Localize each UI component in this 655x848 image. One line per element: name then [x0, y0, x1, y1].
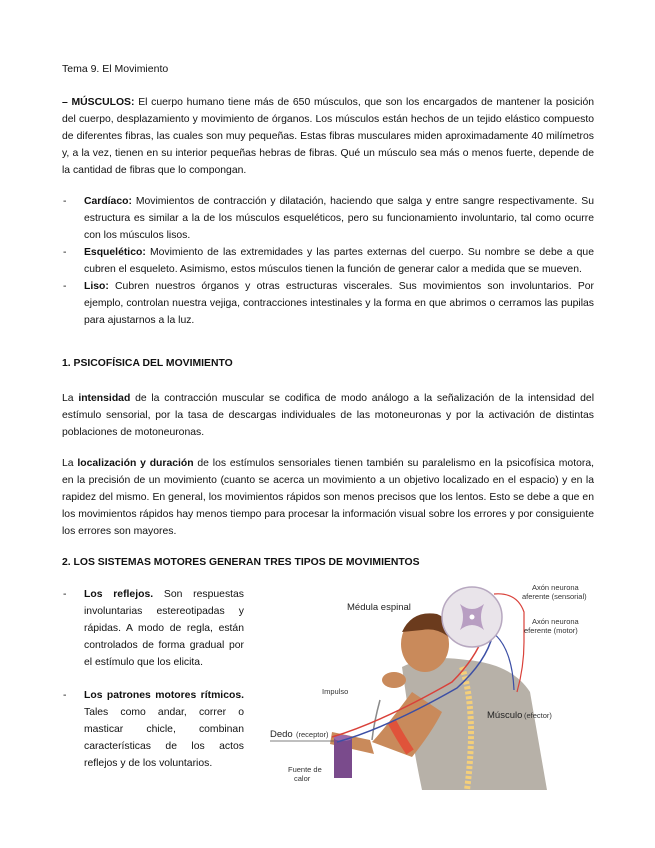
type-term: Cardíaco: [84, 196, 132, 207]
central-canal [470, 615, 475, 620]
type-term: Liso: [84, 281, 109, 292]
label-fuente-2: calor [294, 774, 311, 783]
movement-types-list [62, 586, 244, 772]
text-run: de la contracción muscular se codifica de modo análogo a la señalización de la intensidad del estímulo sensorial, por la tasa de descargas individuales de las motoneuronas y por la activación de distintas poblaciones de motoneuronas. [62, 393, 595, 438]
movement-term: Los reflejos. [84, 589, 154, 600]
musculos-lead: – MÚSCULOS: [62, 97, 135, 108]
type-term: Esquelético: [84, 247, 146, 258]
label-axon-aferente-2: aferente (sensorial) [522, 592, 587, 601]
musculos-paragraph [62, 94, 594, 179]
movement-term: Los patrones motores rítmicos. [84, 690, 244, 701]
type-text: Cubren nuestros órganos y otras estructuras viscerales. Sus movimientos son involuntarios. Por ejemplo, controlan nuestra vejiga, contracciones intestinales y la forma en que abrimos o cerramos las pupilas para ajustarnos a la luz. [84, 281, 594, 326]
label-axon-eferente-1: Axón neurona [532, 617, 579, 626]
text-run: La [62, 393, 74, 404]
list-dash: - [63, 247, 67, 258]
list-item [62, 687, 244, 772]
heat-source-shape [334, 738, 352, 778]
muscle-types-list [62, 193, 594, 329]
label-medula: Médula espinal [347, 602, 411, 613]
musculos-text: El cuerpo humano tiene más de 650 músculos, que son los encargados de mantener la posición del cuerpo, desplazamiento y movimiento de órganos. Los músculos están hechos de un tejido elástico compuesto de diferentes fibras, las cuales son muy pequeñas. Estas fibras musculares miden aproximadamente 40 milímetros y, a la vez, tienen en su interior pequeñas hebras de fibras. Qué un músculo sea más o menos fuerte, depende de la cantidad de fibras que lo compongan. [62, 97, 594, 176]
type-text: Movimiento de las extremidades y las partes externas del cuerpo. Su nombre se debe a que cubren el esqueleto. Asimismo, estos músculos tienen la función de generar calor a medida que se mueven. [84, 247, 594, 275]
hand-chin-shape [382, 672, 406, 688]
section2-heading: 2. LOS SISTEMAS MOTORES GENERAN TRES TIPOS DE MOVIMIENTOS [62, 557, 420, 568]
bold-term: localización y duración [77, 458, 194, 469]
text-run: La [62, 458, 74, 469]
list-dash: - [63, 196, 67, 207]
type-text: Movimientos de contracción y dilatación, haciendo que salga y entre sangre respectivamente. Su estructura es similar a la de los músculos esqueléticos, pero su funcionamiento involuntario, tal como ocurre con los músculos lisos. [84, 196, 594, 241]
label-fuente-1: Fuente de [288, 765, 322, 774]
list-item [62, 244, 594, 278]
list-item [62, 193, 594, 244]
reflex-arc-figure [262, 572, 602, 790]
label-dedo: Dedo [270, 729, 293, 740]
text-run: de los estímulos sensoriales tienen también su paralelismo en la psicofísica motora, en la precisión de un movimiento (cuanto se acerca un movimiento a un objetivo localizado en el espacio) y en la rapidez del mismo. En general, los movimientos rápidos son menos precisos que los lentos. Esto se debe a que en los movimientos rápidos hay menos tiempo para procesar la información visual sobre los errores y por consiguiente los errores son mayores. [62, 458, 595, 537]
label-axon-aferente-1: Axón neurona [532, 583, 579, 592]
list-dash: - [63, 690, 67, 701]
list-item [62, 586, 244, 671]
list-dash: - [63, 589, 67, 600]
section1-paragraph-2 [62, 455, 594, 540]
label-musculo-sub: (efector) [524, 711, 552, 720]
document-title: Tema 9. El Movimiento [62, 63, 169, 75]
label-dedo-sub: (receptor) [296, 730, 329, 739]
label-impulso: Impulso [322, 687, 349, 696]
label-musculo: Músculo [487, 710, 523, 721]
bold-term: intensidad [78, 393, 131, 404]
list-dash: - [63, 281, 67, 292]
section1-heading: 1. PSICOFÍSICA DEL MOVIMIENTO [62, 358, 233, 369]
list-item [62, 278, 594, 329]
movement-text: Tales como andar, correr o masticar chicle, combinan características de los actos reflejos y de los voluntarios. [84, 707, 244, 769]
section1-paragraph-1 [62, 390, 594, 441]
movement-text: Son respuestas involuntarias estereotipadas y rápidas. A modo de regla, están controlados de forma gradual por el estímulo que los elicita. [84, 589, 245, 668]
label-axon-eferente-2: eferente (motor) [524, 626, 578, 635]
